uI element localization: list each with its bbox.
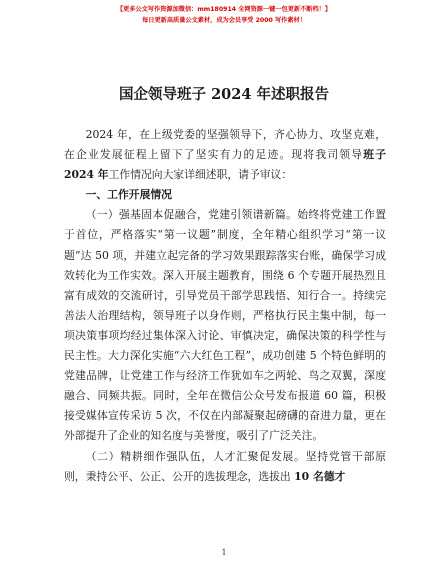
promo-line-1: 【更多公文写作资源加微信：mm180914 全网资源一键一包更新不断档！】 <box>116 6 332 13</box>
intro-paragraph <box>64 125 386 185</box>
intro-text-before: 2024 年，在上级党委的坚强领导下，齐心协力、攻坚克难，在企业发展征程上留下了坚实有力的足迹。现将我司领导 <box>64 128 386 162</box>
intro-text-after: 工作情况向大家详细述职，请予审议： <box>108 168 293 182</box>
paragraph-2-text: （二）精耕细作强队伍，人才汇聚促发展。坚持党管干部原则，秉持公平、公正、公开的选拔理念，选拔出 <box>64 449 386 483</box>
paragraph-2-bold: 10 名德才 <box>294 469 346 483</box>
promo-banner <box>0 4 448 26</box>
section-heading: 一、工作开展情况 <box>85 188 172 202</box>
document-title: 国企领导班子 2024 年述职报告 <box>119 86 329 103</box>
page-number: 1 <box>221 548 227 557</box>
paragraph-2 <box>64 447 386 487</box>
paragraph-1: （一）强基固本促融合，党建引领谱新篇。始终将党建工作置于首位，严格落实“第一议题”制度，全年精心组织学习“第一议题”达 50 项，并建立起完备的学习效果跟踪落实台账，确保学习成效转化为工作实效。深入开展主题教育，围绕 6 个专题开展热烈且富有成效的交流研讨，引导党员干部学思践悟、知行合一。持续完善法人治理结构，领导班子以身作则，严格执行民主集中制，每一项决策事项均经过集体深入讨论、审慎决定，确保决策的科学性与民主性。大力深化实施“六大红色工程”，成功创建 5 个特色鲜明的党建品牌，让党建工作与经济工作犹如车之两轮、鸟之双翼，深度融合、同频共振。同时，全年在微信公众号发布报道 60 篇，积极接受媒体宣传采访 5 次，不仅在内部凝聚起磅礴的奋进力量，更在外部提升了企业的知名度与美誉度，吸引了广泛关注。 <box>64 208 386 443</box>
promo-line-2: 每日更新高质量公文素材，成为会员享受 2000 写作素材！ <box>142 17 306 24</box>
intro-bold: 班子 2024 年 <box>64 148 387 182</box>
document-body <box>64 125 386 487</box>
